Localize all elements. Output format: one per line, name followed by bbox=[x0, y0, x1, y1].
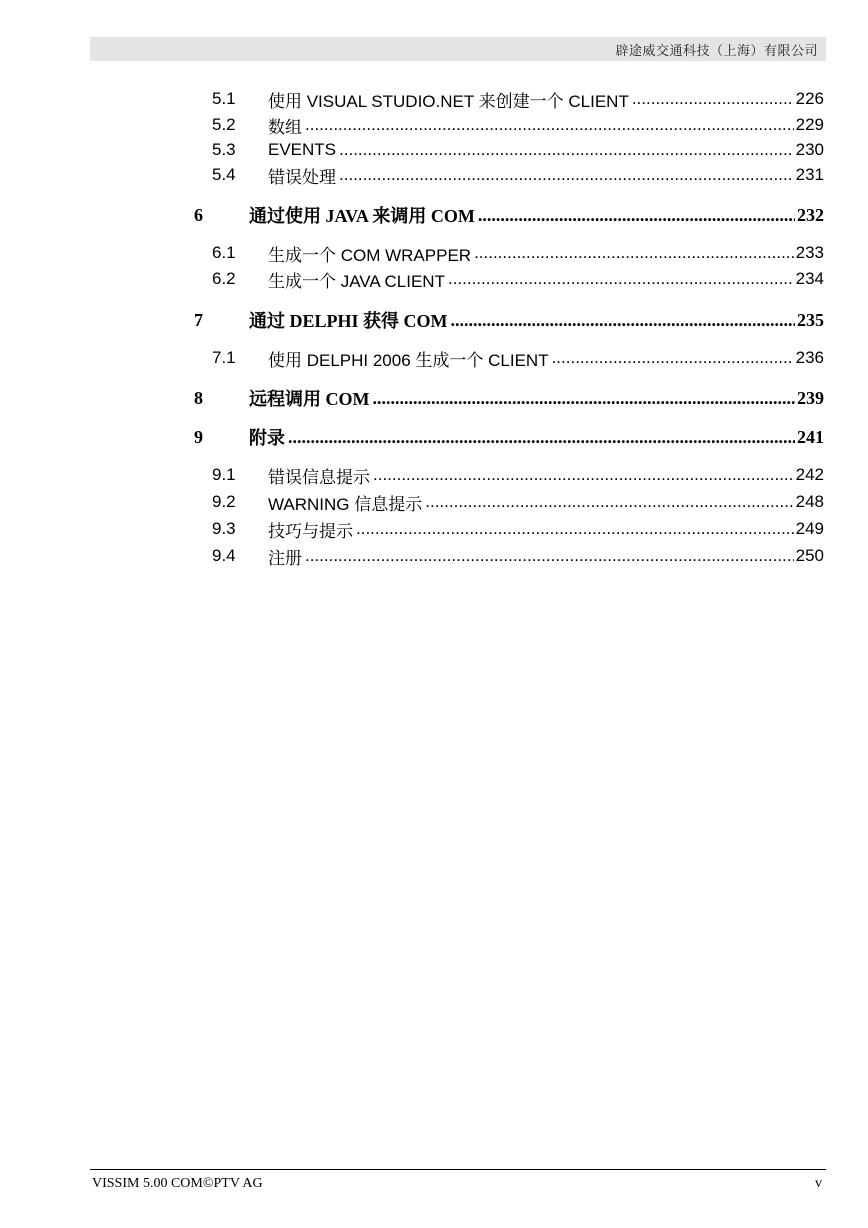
toc-dot-leader bbox=[288, 427, 795, 448]
toc-dot-leader bbox=[448, 269, 794, 289]
footer-document-id: VISSIM 5.00 COM©PTV AG bbox=[92, 1176, 263, 1191]
toc-entry-page: 249 bbox=[795, 519, 824, 538]
footer-divider bbox=[90, 1169, 826, 1170]
toc-entry-page: 250 bbox=[795, 546, 824, 565]
toc-entry-title: EVENTS bbox=[268, 140, 337, 159]
toc-entry-title: 数组 bbox=[268, 113, 304, 138]
toc-dot-leader bbox=[339, 140, 794, 160]
toc-entry-page: 226 bbox=[795, 89, 824, 108]
toc-entry-title: 使用 DELPHI 2006 生成一个 CLIENT bbox=[268, 346, 551, 371]
toc-entry-title: 注册 bbox=[268, 544, 304, 569]
toc-entry[interactable] bbox=[0, 463, 868, 487]
toc-entry-number: 5.1 bbox=[212, 89, 236, 108]
toc-entry[interactable] bbox=[0, 113, 868, 137]
toc-entry[interactable] bbox=[0, 517, 868, 541]
toc-entry[interactable] bbox=[0, 490, 868, 514]
toc-dot-leader bbox=[305, 115, 794, 135]
toc-entry-number: 7.1 bbox=[212, 348, 236, 367]
toc-entry-page: 229 bbox=[795, 115, 824, 134]
toc-chapter-page: 232 bbox=[797, 204, 824, 225]
toc-chapter[interactable] bbox=[0, 308, 868, 332]
toc-chapter[interactable] bbox=[0, 203, 868, 227]
toc-entry[interactable] bbox=[0, 163, 868, 187]
toc-entry[interactable] bbox=[0, 267, 868, 291]
toc-entry[interactable] bbox=[0, 346, 868, 370]
toc-entry[interactable] bbox=[0, 241, 868, 265]
toc-entry-number: 5.4 bbox=[212, 165, 236, 184]
toc-dot-leader bbox=[373, 388, 796, 409]
toc-entry-page: 234 bbox=[795, 269, 824, 288]
toc-chapter-number: 8 bbox=[194, 387, 203, 408]
toc-entry-title: 错误信息提示 bbox=[268, 463, 372, 488]
toc-entry-page: 231 bbox=[795, 165, 824, 184]
toc-entry[interactable] bbox=[0, 87, 868, 111]
toc-dot-leader bbox=[425, 492, 793, 512]
header-company-name: 辟途威交通科技（上海）有限公司 bbox=[615, 44, 818, 59]
toc-chapter-title: 远程调用 COM bbox=[249, 385, 372, 411]
toc-entry-number: 6.2 bbox=[212, 269, 236, 288]
toc-dot-leader bbox=[339, 165, 794, 185]
toc-chapter-number: 6 bbox=[194, 204, 203, 225]
toc-chapter-title: 附录 bbox=[249, 424, 287, 450]
toc-entry-page: 242 bbox=[795, 465, 824, 484]
toc-entry-title: 生成一个 COM WRAPPER bbox=[268, 241, 473, 266]
toc-entry-page: 230 bbox=[795, 140, 824, 159]
toc-entry-title: 错误处理 bbox=[268, 163, 338, 188]
toc-chapter-page: 239 bbox=[797, 387, 824, 408]
toc-entry[interactable] bbox=[0, 544, 868, 568]
toc-entry-number: 5.2 bbox=[212, 115, 236, 134]
toc-entry-number: 5.3 bbox=[212, 140, 236, 159]
toc-chapter-number: 7 bbox=[194, 309, 203, 330]
toc-dot-leader bbox=[474, 243, 794, 263]
toc-entry-number: 9.3 bbox=[212, 519, 236, 538]
page-header bbox=[90, 37, 826, 61]
toc-dot-leader bbox=[356, 519, 794, 539]
toc-entry-title: 使用 VISUAL STUDIO.NET 来创建一个 CLIENT bbox=[268, 87, 631, 112]
toc-dot-leader bbox=[478, 205, 795, 226]
toc-chapter[interactable] bbox=[0, 386, 868, 410]
toc-entry-title: WARNING 信息提示 bbox=[268, 490, 424, 515]
toc-entry-number: 9.2 bbox=[212, 492, 236, 511]
toc-entry-number: 9.4 bbox=[212, 546, 236, 565]
toc-chapter-title: 通过 DELPHI 获得 COM bbox=[249, 307, 450, 333]
toc-dot-leader bbox=[373, 465, 794, 485]
toc-entry-title: 生成一个 JAVA CLIENT bbox=[268, 267, 447, 292]
toc-chapter-title: 通过使用 JAVA 来调用 COM bbox=[249, 202, 477, 228]
toc-entry-page: 248 bbox=[795, 492, 824, 511]
toc-chapter-page: 235 bbox=[797, 309, 824, 330]
toc-entry[interactable] bbox=[0, 138, 868, 162]
toc-chapter-page: 241 bbox=[797, 426, 824, 447]
toc-entry-number: 9.1 bbox=[212, 465, 236, 484]
footer-page-number: v bbox=[815, 1176, 822, 1191]
toc-chapter-number: 9 bbox=[194, 426, 203, 447]
toc-entry-number: 6.1 bbox=[212, 243, 236, 262]
toc-dot-leader bbox=[552, 348, 794, 368]
toc-dot-leader bbox=[632, 89, 794, 109]
toc-entry-page: 233 bbox=[795, 243, 824, 262]
toc-dot-leader bbox=[451, 310, 795, 331]
toc-entry-title: 技巧与提示 bbox=[268, 517, 355, 542]
toc-entry-page: 236 bbox=[795, 348, 824, 367]
toc-chapter[interactable] bbox=[0, 425, 868, 449]
toc-dot-leader bbox=[305, 546, 794, 566]
